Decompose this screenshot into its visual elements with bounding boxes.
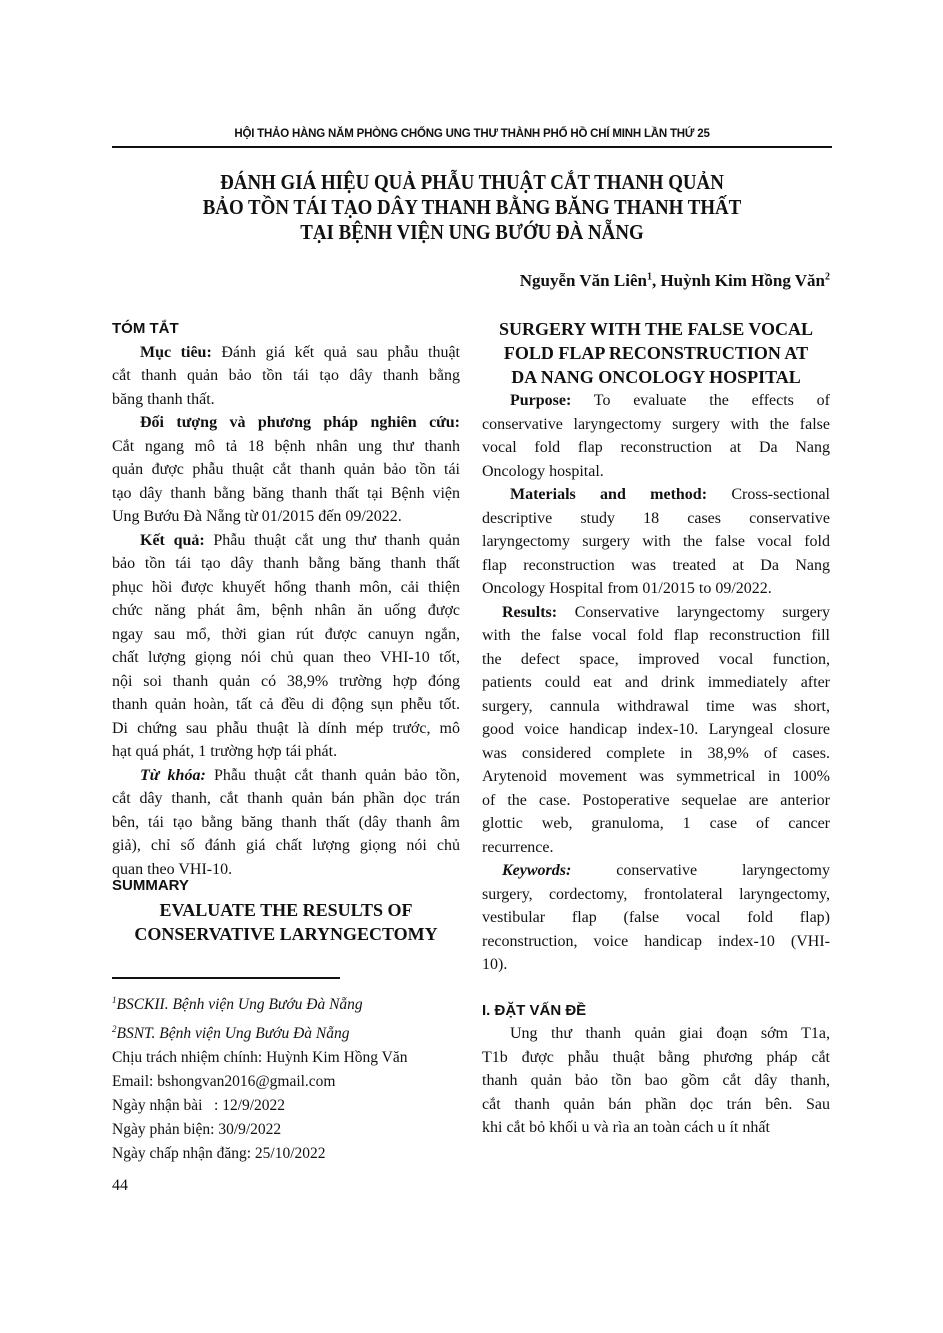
english-title bbox=[482, 317, 830, 389]
line-text: Arytenoid movement was symmetrical in 100% bbox=[482, 768, 830, 785]
paragraph-materials bbox=[482, 483, 830, 601]
footnote-2-text: BSNT. Bệnh viện Ung Bướu Đà Nẵng bbox=[116, 1025, 350, 1043]
text-line bbox=[112, 482, 460, 506]
text-line bbox=[112, 529, 460, 553]
section-heading-summary: SUMMARY bbox=[112, 877, 189, 894]
line-text: quan theo VHI-10. bbox=[112, 860, 233, 878]
line-text: Oncology Hospital from 01/2015 to 09/2022. bbox=[482, 580, 772, 597]
line-text: Di chứng sau phẫu thuật là dính mép trước, mô bbox=[112, 719, 460, 737]
text-line bbox=[482, 1046, 830, 1070]
text-line bbox=[112, 364, 460, 388]
text-line bbox=[112, 764, 460, 788]
line-text: descriptive study 18 cases conservative bbox=[482, 509, 830, 527]
title-line: ĐÁNH GIÁ HIỆU QUẢ PHẪU THUẬT CẮT THANH QUẢN bbox=[220, 170, 724, 194]
summary-title-line: EVALUATE THE RESULTS OF bbox=[159, 899, 413, 920]
text-line bbox=[482, 765, 830, 789]
line-text: Phẫu thuật cắt thanh quản bảo tồn, bbox=[205, 766, 460, 784]
text-line bbox=[482, 1069, 830, 1093]
summary-title-line: CONSERVATIVE LARYNGECTOMY bbox=[134, 923, 438, 944]
line-text: thanh quản hoàn, tất cả đều di động sụn phễu tốt. bbox=[112, 696, 460, 713]
text-line bbox=[482, 883, 830, 907]
line-text: good voice handicap index-10. Laryngeal closure bbox=[482, 721, 830, 738]
paragraph-lead: Results: bbox=[502, 603, 558, 621]
article-title bbox=[148, 170, 796, 245]
paragraph-lead: Đối tượng và phương pháp nghiên cứu: bbox=[140, 414, 460, 431]
line-text: was considered complete in 38,9% of cases. bbox=[482, 744, 830, 762]
text-line bbox=[112, 388, 460, 412]
section-heading-dat-van-de: I. ĐẶT VẤN ĐỀ bbox=[482, 1001, 587, 1019]
text-line bbox=[482, 789, 830, 813]
line-text: băng thanh thất. bbox=[112, 390, 215, 408]
paragraph-doi-tuong bbox=[112, 411, 460, 529]
section-heading-tom-tat: TÓM TẮT bbox=[112, 320, 179, 337]
line-text: Ung Bướu Đà Nẵng từ 01/2015 đến 09/2022. bbox=[112, 508, 402, 525]
paragraph-lead: Kết quả: bbox=[140, 531, 205, 549]
line-text: Conservative laryngectomy surgery bbox=[557, 603, 830, 621]
footnote-2-mark: 2 bbox=[112, 1024, 117, 1035]
line-text: conservative laryngectomy bbox=[571, 862, 830, 879]
line-text: 10). bbox=[482, 956, 508, 973]
line-text: To evaluate the effects of bbox=[571, 392, 830, 409]
line-text: bên, tái tạo bằng băng thanh thất (dây thanh âm bbox=[112, 813, 460, 831]
footnote-1-mark: 1 bbox=[112, 995, 117, 1005]
abstract-en bbox=[482, 317, 830, 1140]
english-title-line: DA NANG ONCOLOGY HOSPITAL bbox=[511, 367, 801, 387]
text-line bbox=[112, 341, 460, 365]
summary-block bbox=[112, 874, 460, 946]
text-line bbox=[482, 906, 830, 930]
paragraph-intro bbox=[482, 1022, 830, 1140]
text-line bbox=[482, 530, 830, 554]
line-text: nội soi thanh quản có 38,9% trường hợp đóng bbox=[112, 672, 460, 690]
text-line bbox=[482, 648, 830, 672]
line-text: Đánh giá kết quả sau phẫu thuật bbox=[211, 343, 461, 361]
running-header: HỘI THẢO HÀNG NĂM PHÒNG CHỐNG UNG THƯ THÀNH PHỐ HỒ CHÍ MINH LẦN THỨ 25 bbox=[234, 128, 710, 140]
title-line: BẢO TỒN TÁI TẠO DÂY THANH BẰNG BĂNG THANH THẤT bbox=[202, 195, 742, 219]
line-text: chức năng phát âm, bệnh nhân ăn uống được bbox=[112, 602, 460, 619]
author-1: Nguyễn Văn Liên bbox=[519, 271, 647, 290]
author-2-affiliation: 2 bbox=[825, 271, 830, 283]
author-separator: , bbox=[651, 271, 661, 290]
text-line bbox=[112, 811, 460, 835]
text-line bbox=[482, 695, 830, 719]
title-line: TẠI BỆNH VIỆN UNG BƯỚU ĐÀ NẴNG bbox=[300, 220, 644, 244]
paragraph-lead: Mục tiêu: bbox=[140, 343, 212, 361]
footnote-1 bbox=[112, 988, 407, 1017]
text-line bbox=[112, 740, 460, 764]
text-line bbox=[482, 624, 830, 648]
paragraph-lead: Materials and method: bbox=[510, 486, 708, 503]
line-text: phục hồi được khuyết hổng thanh môn, cải thiện bbox=[112, 578, 460, 596]
text-line bbox=[112, 411, 460, 435]
text-line bbox=[112, 670, 460, 694]
footnote-rule bbox=[112, 977, 340, 979]
line-text: patients could eat and drink immediately after bbox=[482, 674, 830, 691]
authors bbox=[520, 271, 830, 291]
summary-title bbox=[112, 898, 460, 946]
line-text: laryngectomy surgery with the false vocal fold bbox=[482, 533, 830, 550]
line-text: surgery, cannula withdrawal time was short, bbox=[482, 697, 830, 715]
line-text: recurrence. bbox=[482, 838, 554, 856]
text-line bbox=[482, 577, 830, 601]
text-line bbox=[482, 436, 830, 460]
paragraph-keywords bbox=[482, 859, 830, 977]
line-text: glottic web, granuloma, 1 case of cancer bbox=[482, 815, 830, 832]
line-text: Ung thư thanh quản giai đoạn sớm T1a, bbox=[510, 1025, 830, 1042]
text-line bbox=[112, 599, 460, 623]
line-text: cắt thanh quản bảo tồn tái tạo dây thanh bằng bbox=[112, 367, 460, 384]
line-text: cắt dây thanh, cắt thanh quản bán phần dọc trán bbox=[112, 790, 460, 807]
text-line bbox=[112, 834, 460, 858]
line-text: T1b được phẫu thuật bằng phương pháp cắt bbox=[482, 1048, 830, 1066]
text-line bbox=[482, 554, 830, 578]
date-reviewed: Ngày phản biện: 30/9/2022 bbox=[112, 1121, 282, 1139]
paragraph-tu-khoa bbox=[112, 764, 460, 882]
line-text: of the case. Postoperative sequelae are anterior bbox=[482, 791, 830, 809]
date-received: Ngày nhận bài : 12/9/2022 bbox=[112, 1097, 286, 1115]
line-text: Cắt ngang mô tả 18 bệnh nhân ung thư thanh bbox=[112, 437, 460, 455]
text-line bbox=[482, 1022, 830, 1046]
text-line bbox=[482, 460, 830, 484]
text-line bbox=[482, 601, 830, 625]
abstract-vi bbox=[112, 317, 460, 881]
line-text: the defect space, improved vocal function, bbox=[482, 650, 830, 668]
english-title-line: SURGERY WITH THE FALSE VOCAL bbox=[498, 319, 814, 339]
text-line bbox=[112, 576, 460, 600]
line-text: ngay sau mổ, thời gian rút được canuyn ngắn, bbox=[112, 625, 460, 643]
text-line bbox=[112, 435, 460, 459]
date-accepted: Ngày chấp nhận đăng: 25/10/2022 bbox=[112, 1145, 326, 1163]
header-rule bbox=[112, 146, 832, 148]
footnote-1-text: BSCKII. Bệnh viện Ung Bướu Đà Nẵng bbox=[116, 996, 363, 1014]
text-line bbox=[112, 505, 460, 529]
paragraph-ket-qua bbox=[112, 529, 460, 764]
text-line bbox=[482, 742, 830, 766]
text-line bbox=[482, 413, 830, 437]
line-text: Oncology hospital. bbox=[482, 462, 604, 480]
line-text: chất lượng giọng nói chủ quan theo VHI-10 tốt, bbox=[112, 649, 460, 666]
line-text: quản được phẫu thuật cắt thanh quản bảo tồn tái bbox=[112, 461, 460, 478]
text-line bbox=[112, 623, 460, 647]
text-line bbox=[482, 483, 830, 507]
footnote-2 bbox=[112, 1017, 407, 1046]
text-line bbox=[482, 1093, 830, 1117]
line-text: vestibular flap (false vocal fold flap) bbox=[482, 909, 830, 926]
paragraph-results bbox=[482, 601, 830, 860]
line-text: cắt thanh quản bán phần dọc trán bên. Sau bbox=[482, 1095, 830, 1113]
paragraph-muc-tieu bbox=[112, 341, 460, 412]
line-text: vocal fold flap reconstruction at Da Nang bbox=[482, 439, 830, 456]
text-line bbox=[482, 507, 830, 531]
text-line bbox=[482, 718, 830, 742]
paragraph-purpose bbox=[482, 389, 830, 483]
text-line bbox=[482, 836, 830, 860]
line-text: Cross-sectional bbox=[707, 486, 830, 503]
paragraph-lead: Purpose: bbox=[510, 392, 572, 409]
text-line bbox=[112, 693, 460, 717]
footnotes bbox=[112, 988, 407, 1166]
english-title-line: FOLD FLAP RECONSTRUCTION AT bbox=[503, 343, 809, 363]
responsible-author: Chịu trách nhiệm chính: Huỳnh Kim Hồng Văn bbox=[112, 1049, 408, 1067]
text-line bbox=[112, 552, 460, 576]
paragraph-lead: Từ khóa: bbox=[140, 766, 206, 784]
text-line bbox=[112, 646, 460, 670]
text-line bbox=[482, 953, 830, 977]
line-text: flap reconstruction was treated at Da Nang bbox=[482, 556, 830, 574]
text-line bbox=[482, 859, 830, 883]
paragraph-lead: Keywords: bbox=[502, 862, 572, 879]
text-line bbox=[112, 787, 460, 811]
line-text: reconstruction, voice handicap index-10 (VHI- bbox=[482, 932, 830, 950]
line-text: conservative laryngectomy surgery with the false bbox=[482, 415, 830, 433]
page-number: 44 bbox=[112, 1177, 128, 1194]
line-text: Phẫu thuật cắt ung thư thanh quản bbox=[204, 531, 461, 549]
text-line bbox=[482, 389, 830, 413]
line-text: thanh quản bảo tồn bao gồm cắt dây thanh, bbox=[482, 1072, 830, 1089]
line-text: bảo tồn tái tạo dây thanh bằng băng thanh thất bbox=[112, 555, 460, 572]
text-line bbox=[482, 671, 830, 695]
text-line bbox=[482, 1116, 830, 1140]
text-line bbox=[112, 717, 460, 741]
text-line bbox=[112, 458, 460, 482]
line-text: surgery, cordectomy, frontolateral laryngectomy, bbox=[482, 885, 830, 903]
line-text: tạo dây thanh bằng băng thanh thất tại Bệnh viện bbox=[112, 484, 460, 502]
text-line bbox=[482, 812, 830, 836]
line-text: hạt quá phát, 1 trường hợp tái phát. bbox=[112, 743, 338, 760]
line-text: giả), chỉ số đánh giá chất lượng giọng nói chủ bbox=[112, 837, 460, 854]
text-line bbox=[482, 930, 830, 954]
author-2: Huỳnh Kim Hồng Văn bbox=[660, 271, 825, 290]
email: Email: bshongvan2016@gmail.com bbox=[112, 1073, 336, 1091]
author-1-affiliation: 1 bbox=[646, 271, 652, 283]
line-text: with the false vocal fold flap reconstruction fill bbox=[482, 627, 830, 644]
line-text: khi cắt bỏ khối u và rìa an toàn cách u ít nhất bbox=[482, 1119, 770, 1136]
